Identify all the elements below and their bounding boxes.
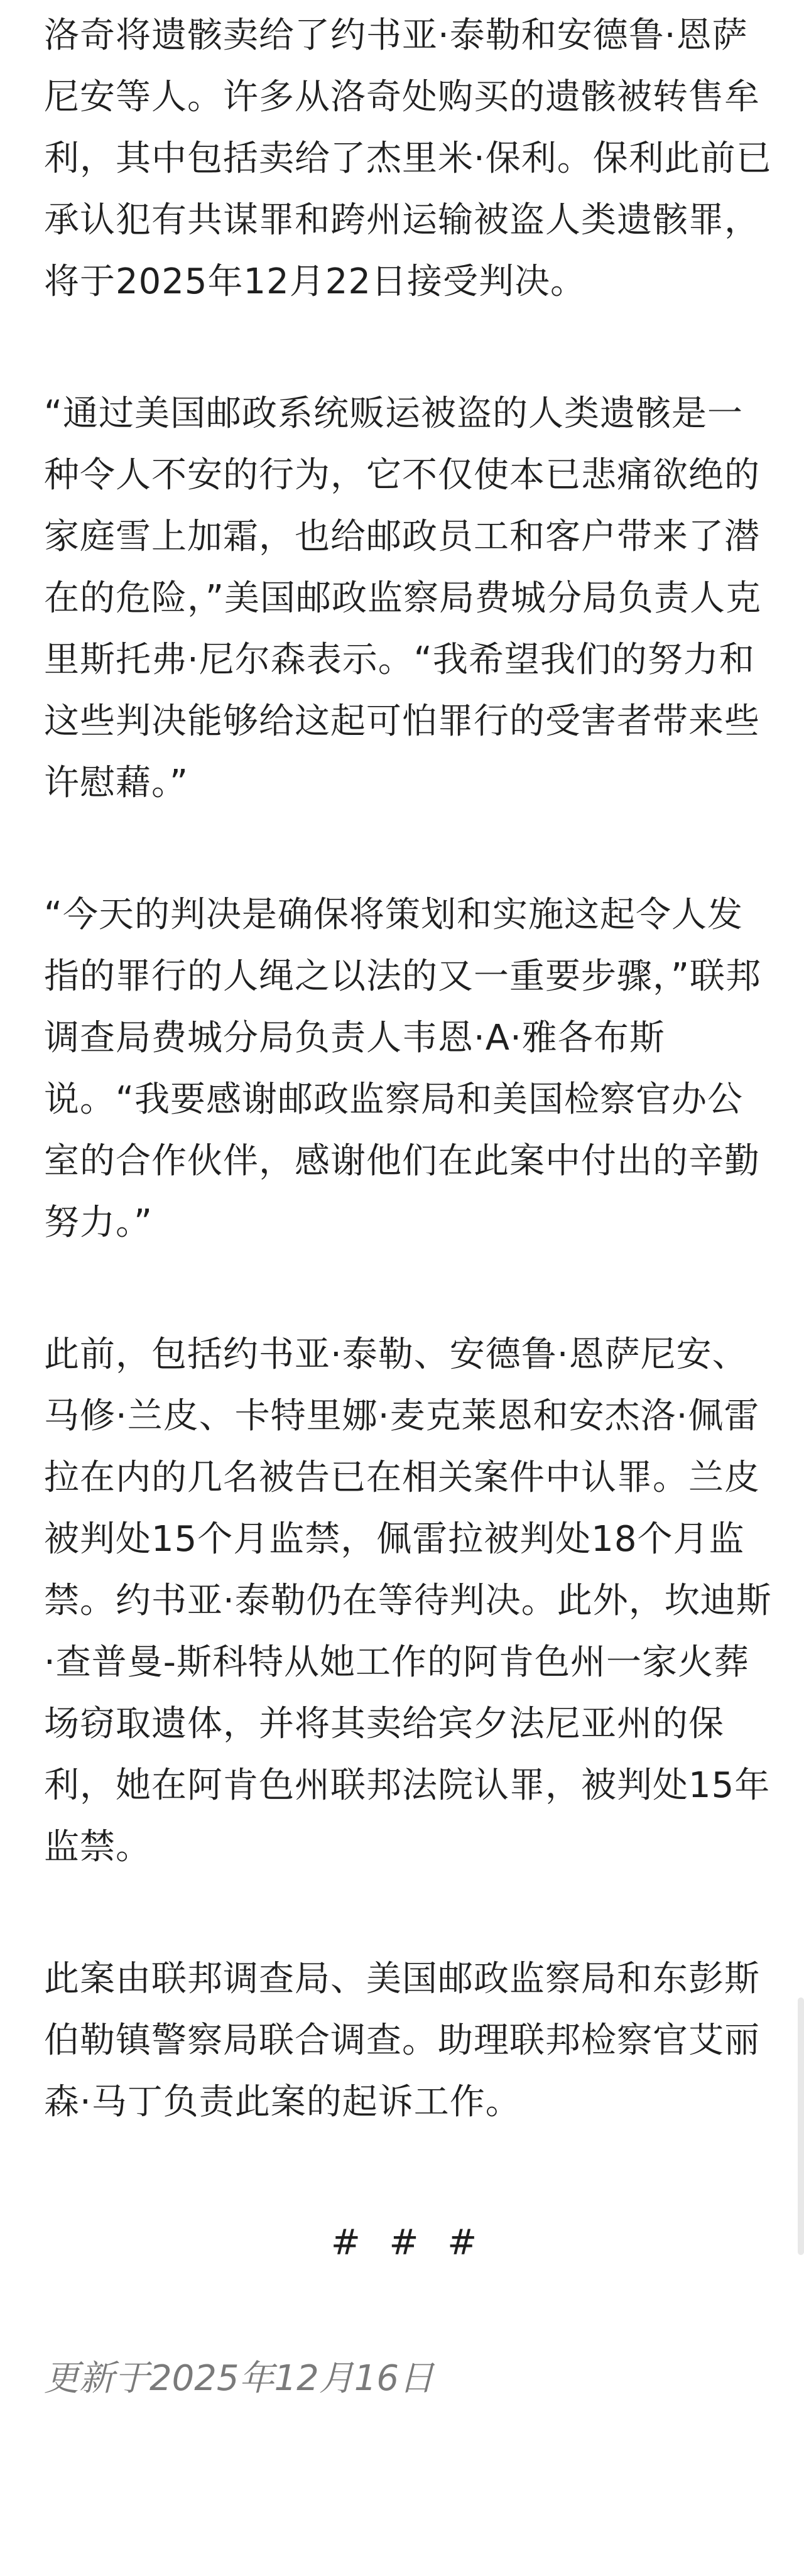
paragraph-investigation: 此案由联邦调查局、美国邮政监察局和东彭斯伯勒镇警察局联合调查。助理联邦检察官艾丽森·马丁负责此案的起诉工作。 bbox=[44, 1959, 760, 2122]
paragraph-defendants: 此前，包括约书亚·泰勒、安德鲁·恩萨尼安、马修·兰皮、卡特里娜·麦克莱恩和安杰洛·佩雷拉在内的几名被告已在相关案件中认罪。兰皮被判处15个月监禁，佩雷拉被判处18个月监禁。约书亚·泰勒仍在等待判决。此外，坎迪斯·查普曼-斯科特从她工作的阿肯色州一家火葬场窃取遗体，并将其卖给宾夕法尼亚州的保利，她在阿肯色州联邦法院认罪，被判处15年监禁。 bbox=[44, 1334, 772, 1867]
paragraph-sale-of-remains: 洛奇将遗骸卖给了约书亚·泰勒和安德鲁·恩萨尼安等人。许多从洛奇处购买的遗骸被转售牟利，其中包括卖给了杰里米·保利。保利此前已承认犯有共谋罪和跨州运输被盗人类遗骸罪，将于2025年12月22日接受判决。 bbox=[44, 15, 772, 302]
section-separator: # # # bbox=[330, 2222, 486, 2263]
paragraph-postal-inspector-quote: “通过美国邮政系统贩运被盗的人类遗骸是一种令人不安的行为，它不仅使本已悲痛欲绝的家庭雪上加霜，也给邮政员工和客户带来了潜在的危险，”美国邮政监察局费城分局负责人克里斯托弗·尼尔森表示。“我希望我们的努力和这些判决能够给这起可怕罪行的受害者带来些许慰藉。” bbox=[44, 393, 762, 803]
article-body bbox=[44, 0, 773, 2410]
paragraph-fbi-quote: “今天的判决是确保将策划和实施这起令人发指的罪行的人绳之以法的又一重要步骤，”联邦调查局费城分局负责人韦恩·A·雅各布斯说。“我要感谢邮政监察局和美国检察官办公室的合作伙伴，感谢他们在此案中付出的辛勤努力。” bbox=[44, 894, 762, 1243]
scrollbar-thumb[interactable] bbox=[798, 1997, 804, 2255]
updated-date: 更新于2025年12月16日 bbox=[44, 2358, 435, 2399]
